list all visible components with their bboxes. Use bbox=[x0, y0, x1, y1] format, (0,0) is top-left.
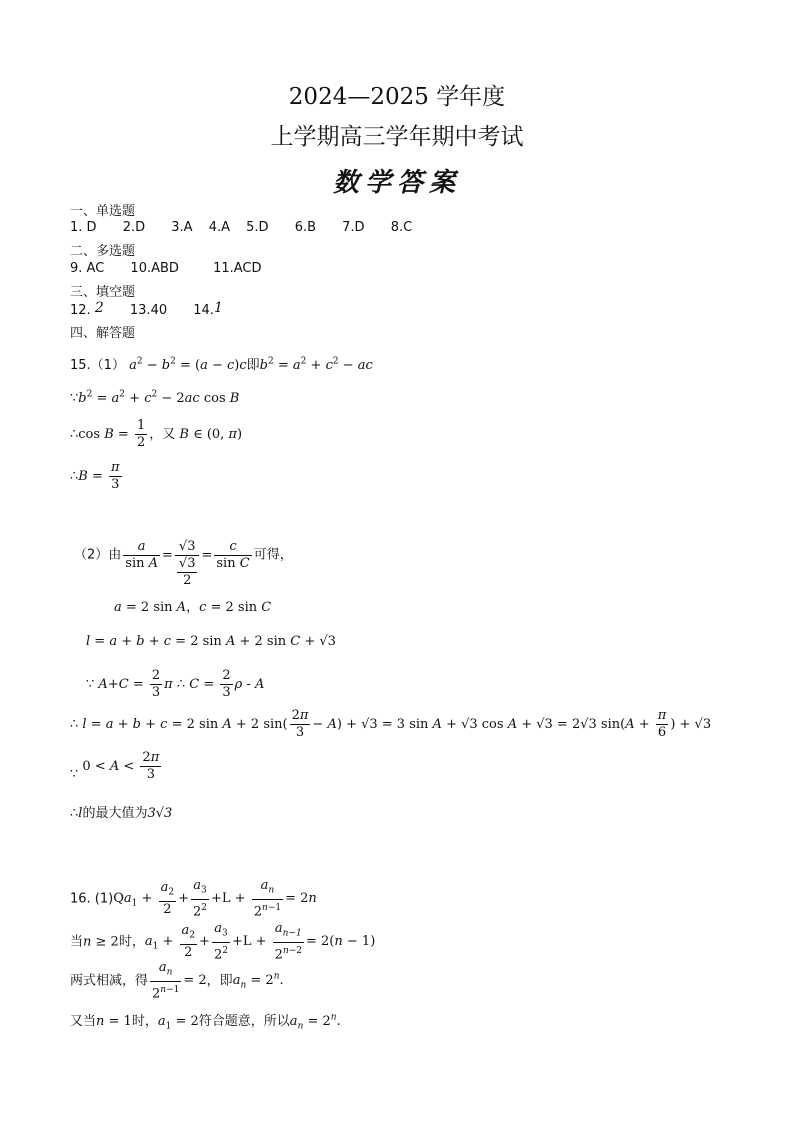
q15-part2-line1 bbox=[74, 530, 293, 588]
q15-formula-9: c = 2 sin C bbox=[199, 600, 272, 615]
q15-connector-2: ，又 bbox=[149, 427, 176, 442]
q16-when-suffix: 时， bbox=[118, 934, 145, 950]
single-choice-answers bbox=[70, 220, 412, 235]
answer-4: 4.A bbox=[208, 220, 230, 235]
answer-10: 10.ABD bbox=[130, 261, 179, 276]
q15-formula-11: ∵ A+C = $\frac{2}{3}$ π ∴ C = $\frac{2}{3}$ ρ - A bbox=[86, 668, 265, 700]
q15-line2 bbox=[70, 390, 239, 406]
answer-subtitle: 数学答案 bbox=[332, 168, 461, 198]
section-multi-choice: 二、多选题 bbox=[70, 244, 136, 259]
q16-line3 bbox=[70, 960, 284, 1002]
q16-formula-4: $\frac{a_n}{2^{n-1}}$ = 2 bbox=[152, 960, 207, 1001]
q16-line1 bbox=[70, 878, 317, 920]
q15-formula-15: 3√3 bbox=[147, 806, 173, 821]
q15-line1 bbox=[70, 354, 373, 373]
q15-label: 15.（1） bbox=[70, 358, 125, 373]
section-single-choice: 一、单选题 bbox=[70, 204, 136, 219]
q15-formula-1: $a^2 - b^2 = (a - c)c$ bbox=[129, 356, 247, 373]
q15-formula-10: l = a + b + c = 2 sin A + 2 sin C + √3 bbox=[86, 634, 336, 649]
q15-formula-2: $b^2 = a^2 + c^2$ − ac bbox=[259, 356, 373, 373]
answer-5: 5.D bbox=[246, 220, 269, 235]
q15-line3 bbox=[70, 418, 242, 451]
school-year: 2024—2025 学年度 bbox=[288, 84, 506, 110]
q16-line4 bbox=[70, 1010, 341, 1032]
answer-14-label: 14. bbox=[193, 303, 214, 318]
q15-part2-line4 bbox=[86, 668, 264, 701]
q16-formula-7: $a_1 = 2$ bbox=[157, 1014, 199, 1032]
q16-subtract-mid: ，即 bbox=[206, 973, 233, 989]
q16-formula-2: n ≥ 2 bbox=[83, 934, 119, 950]
q16-also-prefix: 又当 bbox=[70, 1014, 97, 1029]
fill-blank-answers bbox=[70, 302, 223, 318]
q15-formula-6: ∴B = $\frac{\pi}{3}$ bbox=[70, 460, 120, 492]
section-solutions: 四、解答题 bbox=[70, 326, 136, 341]
q15-formula-12: ∴ l = a + b + c = 2 sin A + 2 sin( $\frac{2\pi}{3}$ − A) + √3 = 3 sin A + √3 cos A + √3 = 2√3 sin(A + $\frac{\pi}{6}$ ) + √3 bbox=[70, 708, 712, 740]
answer-1: 1. D bbox=[70, 220, 97, 235]
answer-6: 6.B bbox=[294, 220, 317, 235]
answer-2: 2.D bbox=[122, 220, 146, 235]
q16-when-prefix: 当 bbox=[70, 934, 84, 950]
answer-11: 11.ACD bbox=[213, 261, 262, 276]
answer-12-value: 2 bbox=[94, 300, 104, 316]
q15-formula-8: a = 2 sin A bbox=[114, 600, 187, 615]
q15-part2-line7 bbox=[70, 802, 172, 821]
q15-formula-3: $\because b^2 = a^2 + c^2 - 2ac$ cos B bbox=[70, 390, 240, 407]
section-fill-blank: 三、填空题 bbox=[70, 285, 136, 300]
q16-formula-6: n = 1 bbox=[96, 1014, 132, 1029]
q15-part2-line5 bbox=[70, 708, 711, 741]
q16-subtract-text: 两式相减，得 bbox=[70, 973, 149, 989]
answer-14-value: 1 bbox=[213, 300, 223, 316]
q15-formula-14: ∴l bbox=[70, 806, 83, 821]
q15-connector-3: 可得， bbox=[253, 547, 293, 563]
q15-connector-5: 的最大值为 bbox=[82, 806, 148, 821]
q16-formula-5: $a_n = 2^n$. bbox=[232, 972, 284, 992]
q16-formula-8: $a_n = 2^n$. bbox=[289, 1012, 341, 1032]
q15-formula-7: $\frac{a}{\text{sin A}}$ = $\frac{√3}{\frac{√3}{2}}$ = $\frac{c}{\text{sin C}}$ bbox=[125, 538, 250, 588]
q15-part2-line3 bbox=[86, 634, 336, 649]
exam-title: 上学期高三学年期中考试 bbox=[270, 124, 524, 150]
q15-connector-4: ， bbox=[186, 600, 200, 615]
q16-label: 16. (1) bbox=[70, 891, 114, 907]
q16-formula-3: $a_1$ + $\frac{a_2}{2}$ + $\frac{a_3}{2^2}$ +L + $\frac{a_{n-1}}{2^{n-2}}$ = 2(n − 1) bbox=[144, 921, 376, 962]
answer-3: 3.A bbox=[171, 220, 193, 235]
q15-connector-1: 即 bbox=[246, 358, 260, 373]
answer-9: 9. AC bbox=[70, 261, 105, 276]
q16-also-mid: 时， bbox=[131, 1014, 158, 1029]
q16-line2 bbox=[70, 921, 375, 963]
q15-formula-5: B ∈ (0, π) bbox=[179, 427, 243, 442]
q15-part2-label: （2）由 bbox=[74, 547, 122, 563]
q15-part2-line2 bbox=[114, 596, 271, 615]
q16-formula-1: $Qa_1$ + $\frac{a_2}{2}$ + $\frac{a_3}{2^2}$ +L + $\frac{a_n}{2^{n-1}}$ = 2n bbox=[113, 878, 317, 919]
q16-also-text: 符合题意，所以 bbox=[198, 1014, 290, 1029]
multi-choice-answers bbox=[70, 261, 262, 276]
answer-8: 8.C bbox=[390, 220, 413, 235]
answer-12-label: 12. bbox=[70, 303, 91, 318]
q15-line4 bbox=[70, 460, 124, 493]
q15-part2-line6 bbox=[70, 750, 163, 783]
answer-7: 7.D bbox=[342, 220, 365, 235]
q15-formula-4: ∴cos B = $\frac{1}{2}$ bbox=[70, 418, 146, 450]
q15-formula-13: ∵ 0 < A < $\frac{2\pi}{3}$ bbox=[70, 750, 160, 782]
answer-13: 13.40 bbox=[129, 303, 168, 318]
